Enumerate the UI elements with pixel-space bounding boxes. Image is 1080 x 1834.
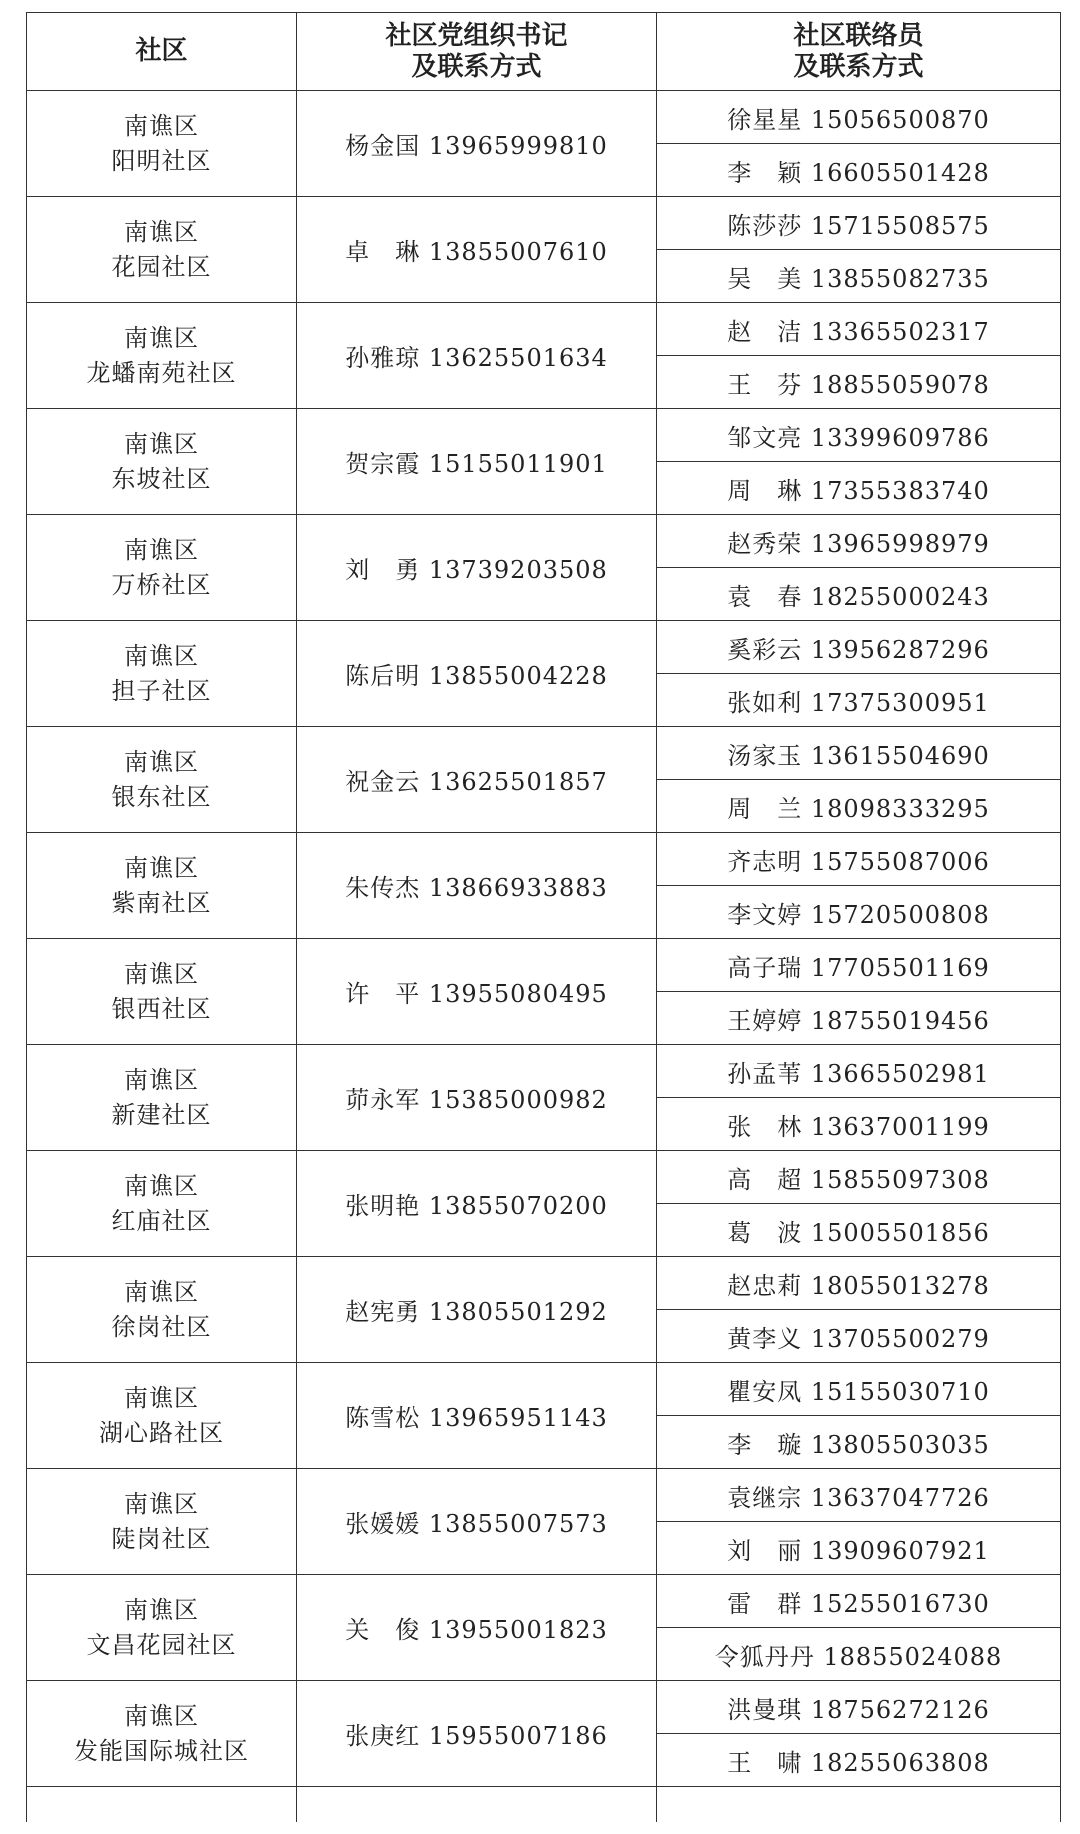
liaison-cell: 李文婷 15720500808 <box>657 886 1061 939</box>
table-row <box>27 91 1061 144</box>
table-row <box>27 621 1061 674</box>
district-name: 南谯区 <box>124 747 199 776</box>
community-cell <box>27 621 297 727</box>
table-row <box>27 1469 1061 1522</box>
table-row <box>27 303 1061 356</box>
table-row <box>27 1151 1061 1204</box>
liaison-cell: 袁 春 18255000243 <box>657 568 1061 621</box>
community-cell <box>27 409 297 515</box>
liaison-cell: 李 璇 13805503035 <box>657 1416 1061 1469</box>
secretary-cell: 杨金国 13965999810 <box>297 91 657 197</box>
community-name: 万桥社区 <box>111 570 212 599</box>
table-header-row <box>27 13 1061 91</box>
table-body <box>27 91 1061 1828</box>
liaison-cell: 周 琳 17355383740 <box>657 462 1061 515</box>
district-name: 南谯区 <box>124 1595 199 1624</box>
table-row <box>27 1681 1061 1734</box>
secretary-cell: 张媛媛 13855007573 <box>297 1469 657 1575</box>
liaison-cell: 邹文亮 13399609786 <box>657 409 1061 462</box>
secretary-cell: 茆永军 15385000982 <box>297 1045 657 1151</box>
table-row <box>27 939 1061 992</box>
community-name: 东坡社区 <box>111 464 212 493</box>
secretary-cell: 卓 琳 13855007610 <box>297 197 657 303</box>
district-name: 南谯区 <box>124 853 199 882</box>
secretary-cell: 刘 勇 13739203508 <box>297 515 657 621</box>
community-name: 担子社区 <box>111 676 212 705</box>
community-name: 新建社区 <box>111 1100 212 1129</box>
secretary-cell: 朱传杰 13866933883 <box>297 833 657 939</box>
liaison-cell: 王婷婷 18755019456 <box>657 992 1061 1045</box>
secretary-cell: 孙雅琼 13625501634 <box>297 303 657 409</box>
community-cell <box>27 1151 297 1257</box>
liaison-cell: 李 颖 16605501428 <box>657 144 1061 197</box>
table-row <box>27 1363 1061 1416</box>
district-name: 南谯区 <box>124 217 199 246</box>
liaison-cell: 赵 洁 13365502317 <box>657 303 1061 356</box>
district-name: 南谯区 <box>124 1277 199 1306</box>
page-cut-edge <box>0 1822 1080 1834</box>
liaison-cell: 黄李义 13705500279 <box>657 1310 1061 1363</box>
secretary-cell: 赵宪勇 13805501292 <box>297 1257 657 1363</box>
header-secretary: 社区党组织书记 及联系方式 <box>297 13 657 91</box>
table-row <box>27 1575 1061 1628</box>
liaison-cell: 赵秀荣 13965998979 <box>657 515 1061 568</box>
community-name: 发能国际城社区 <box>74 1736 249 1765</box>
community-name: 紫南社区 <box>111 888 212 917</box>
secretary-cell: 陈雪松 13965951143 <box>297 1363 657 1469</box>
community-name: 陡岗社区 <box>111 1524 212 1553</box>
liaison-cell: 洪曼琪 18756272126 <box>657 1681 1061 1734</box>
liaison-cell: 刘 丽 13909607921 <box>657 1522 1061 1575</box>
liaison-cell: 张如利 17375300951 <box>657 674 1061 727</box>
table-row <box>27 515 1061 568</box>
district-name: 南谯区 <box>124 1383 199 1412</box>
community-cell <box>27 197 297 303</box>
liaison-cell: 袁继宗 13637047726 <box>657 1469 1061 1522</box>
header-community: 社区 <box>27 13 297 91</box>
liaison-cell: 葛 波 15005501856 <box>657 1204 1061 1257</box>
liaison-cell: 汤家玉 13615504690 <box>657 727 1061 780</box>
liaison-cell: 王 芬 18855059078 <box>657 356 1061 409</box>
liaison-cell: 王 啸 18255063808 <box>657 1734 1061 1787</box>
community-name: 花园社区 <box>111 252 212 281</box>
table-row <box>27 409 1061 462</box>
community-cell <box>27 1681 297 1787</box>
community-name: 文昌花园社区 <box>86 1630 237 1659</box>
community-cell <box>27 91 297 197</box>
table-row <box>27 833 1061 886</box>
table-row <box>27 1257 1061 1310</box>
district-name: 南谯区 <box>124 535 199 564</box>
community-cell <box>27 1575 297 1681</box>
liaison-cell: 孙孟苇 13665502981 <box>657 1045 1061 1098</box>
community-cell <box>27 833 297 939</box>
district-name: 南谯区 <box>124 1701 199 1730</box>
district-name: 南谯区 <box>124 1171 199 1200</box>
district-name: 南谯区 <box>124 641 199 670</box>
liaison-cell: 陈莎莎 15715508575 <box>657 197 1061 250</box>
district-name: 南谯区 <box>124 1489 199 1518</box>
community-cell <box>27 1257 297 1363</box>
liaison-cell: 吴 美 13855082735 <box>657 250 1061 303</box>
liaison-cell: 高 超 15855097308 <box>657 1151 1061 1204</box>
community-name: 银东社区 <box>111 782 212 811</box>
community-name: 银西社区 <box>111 994 212 1023</box>
liaison-cell: 徐星星 15056500870 <box>657 91 1061 144</box>
community-cell <box>27 1363 297 1469</box>
district-name: 南谯区 <box>124 959 199 988</box>
liaison-cell: 张 林 13637001199 <box>657 1098 1061 1151</box>
district-name: 南谯区 <box>124 429 199 458</box>
community-cell <box>27 727 297 833</box>
community-cell <box>27 1469 297 1575</box>
secretary-cell: 许 平 13955080495 <box>297 939 657 1045</box>
header-liaison: 社区联络员 及联系方式 <box>657 13 1061 91</box>
liaison-cell: 雷 群 15255016730 <box>657 1575 1061 1628</box>
liaison-cell: 令狐丹丹 18855024088 <box>657 1628 1061 1681</box>
secretary-cell: 陈后明 13855004228 <box>297 621 657 727</box>
community-cell <box>27 1045 297 1151</box>
community-name: 红庙社区 <box>111 1206 212 1235</box>
secretary-cell: 贺宗霞 15155011901 <box>297 409 657 515</box>
contact-table-container <box>26 12 1060 1828</box>
liaison-cell: 周 兰 18098333295 <box>657 780 1061 833</box>
community-cell <box>27 939 297 1045</box>
community-cell <box>27 303 297 409</box>
district-name: 南谯区 <box>124 111 199 140</box>
community-contact-table <box>26 12 1061 1828</box>
secretary-cell: 关 俊 13955001823 <box>297 1575 657 1681</box>
liaison-cell: 瞿安凤 15155030710 <box>657 1363 1061 1416</box>
district-name: 南谯区 <box>124 1065 199 1094</box>
liaison-cell: 齐志明 15755087006 <box>657 833 1061 886</box>
table-row <box>27 1045 1061 1098</box>
secretary-cell: 张庚红 15955007186 <box>297 1681 657 1787</box>
secretary-cell: 张明艳 13855070200 <box>297 1151 657 1257</box>
community-name: 阳明社区 <box>111 146 212 175</box>
table-row <box>27 197 1061 250</box>
community-name: 湖心路社区 <box>99 1418 224 1447</box>
table-row <box>27 727 1061 780</box>
community-name: 龙蟠南苑社区 <box>86 358 237 387</box>
district-name: 南谯区 <box>124 323 199 352</box>
liaison-cell: 赵忠莉 18055013278 <box>657 1257 1061 1310</box>
liaison-cell: 高子瑞 17705501169 <box>657 939 1061 992</box>
secretary-cell: 祝金云 13625501857 <box>297 727 657 833</box>
community-name: 徐岗社区 <box>111 1312 212 1341</box>
community-cell <box>27 515 297 621</box>
liaison-cell: 奚彩云 13956287296 <box>657 621 1061 674</box>
